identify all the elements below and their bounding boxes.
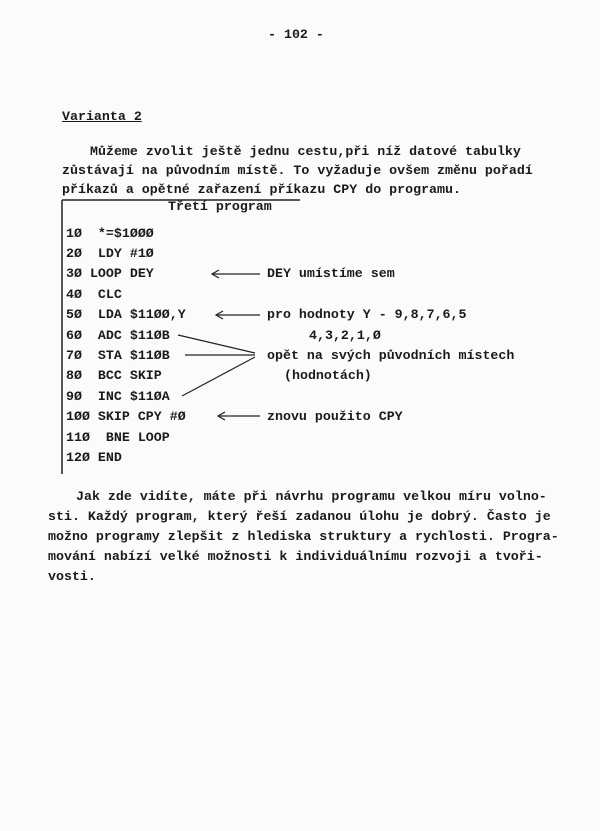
code-line: 12Ø END (66, 450, 122, 465)
section-heading: Varianta 2 (62, 109, 142, 124)
closing-line: vosti. (48, 569, 96, 584)
annotation-values: pro hodnoty Y - 9,8,7,6,5 (267, 307, 467, 322)
code-line: 6Ø ADC $11ØB (66, 328, 170, 343)
code-line: 4Ø CLC (66, 287, 122, 302)
intro-line: zůstávají na původním místě. To vyžaduje ovšem změnu pořadí (62, 163, 533, 178)
annotation-values-cont: 4,3,2,1,Ø (309, 328, 381, 343)
closing-line: Jak zde vidíte, máte při návrhu programu velkou míru volno- (76, 489, 547, 504)
code-line: 7Ø STA $11ØB (66, 348, 170, 363)
code-line: 9Ø INC $11ØA (66, 389, 170, 404)
closing-line: mování nabízí velké možnosti k individuálnímu rozvoji a tvoři- (48, 549, 543, 564)
code-line: 11Ø BNE LOOP (66, 430, 170, 445)
code-line: 2Ø LDY #1Ø (66, 246, 154, 261)
code-line: 3Ø LOOP DEY (66, 266, 154, 281)
connector-inc (182, 357, 255, 396)
code-line: 8Ø BCC SKIP (66, 368, 162, 383)
code-line: 1Ø *=$1ØØØ (66, 226, 154, 241)
intro-line: Můžeme zvolit ještě jednu cestu,při níž datové tabulky (90, 144, 521, 159)
closing-line: možno programy zlepšit z hlediska struktury a rychlosti. Progra- (48, 529, 559, 544)
closing-line: sti. Každý program, který řeší zadanou úlohu je dobrý. Často je (48, 509, 551, 524)
code-line: 1ØØ SKIP CPY #Ø (66, 409, 186, 424)
program-title: Třetí program (168, 199, 272, 214)
annotation-dey: DEY umístíme sem (267, 266, 395, 281)
annotation-cpy: znovu použito CPY (267, 409, 403, 424)
intro-line: příkazů a opětné zařazení příkazu CPY do programu. (62, 182, 461, 197)
page-number: - 102 - (268, 27, 324, 42)
annotation-places: opět na svých původních místech (267, 348, 515, 363)
connector-adc (178, 335, 255, 353)
annotation-places-cont: (hodnotách) (284, 368, 372, 383)
code-line: 5Ø LDA $11ØØ,Y (66, 307, 186, 322)
